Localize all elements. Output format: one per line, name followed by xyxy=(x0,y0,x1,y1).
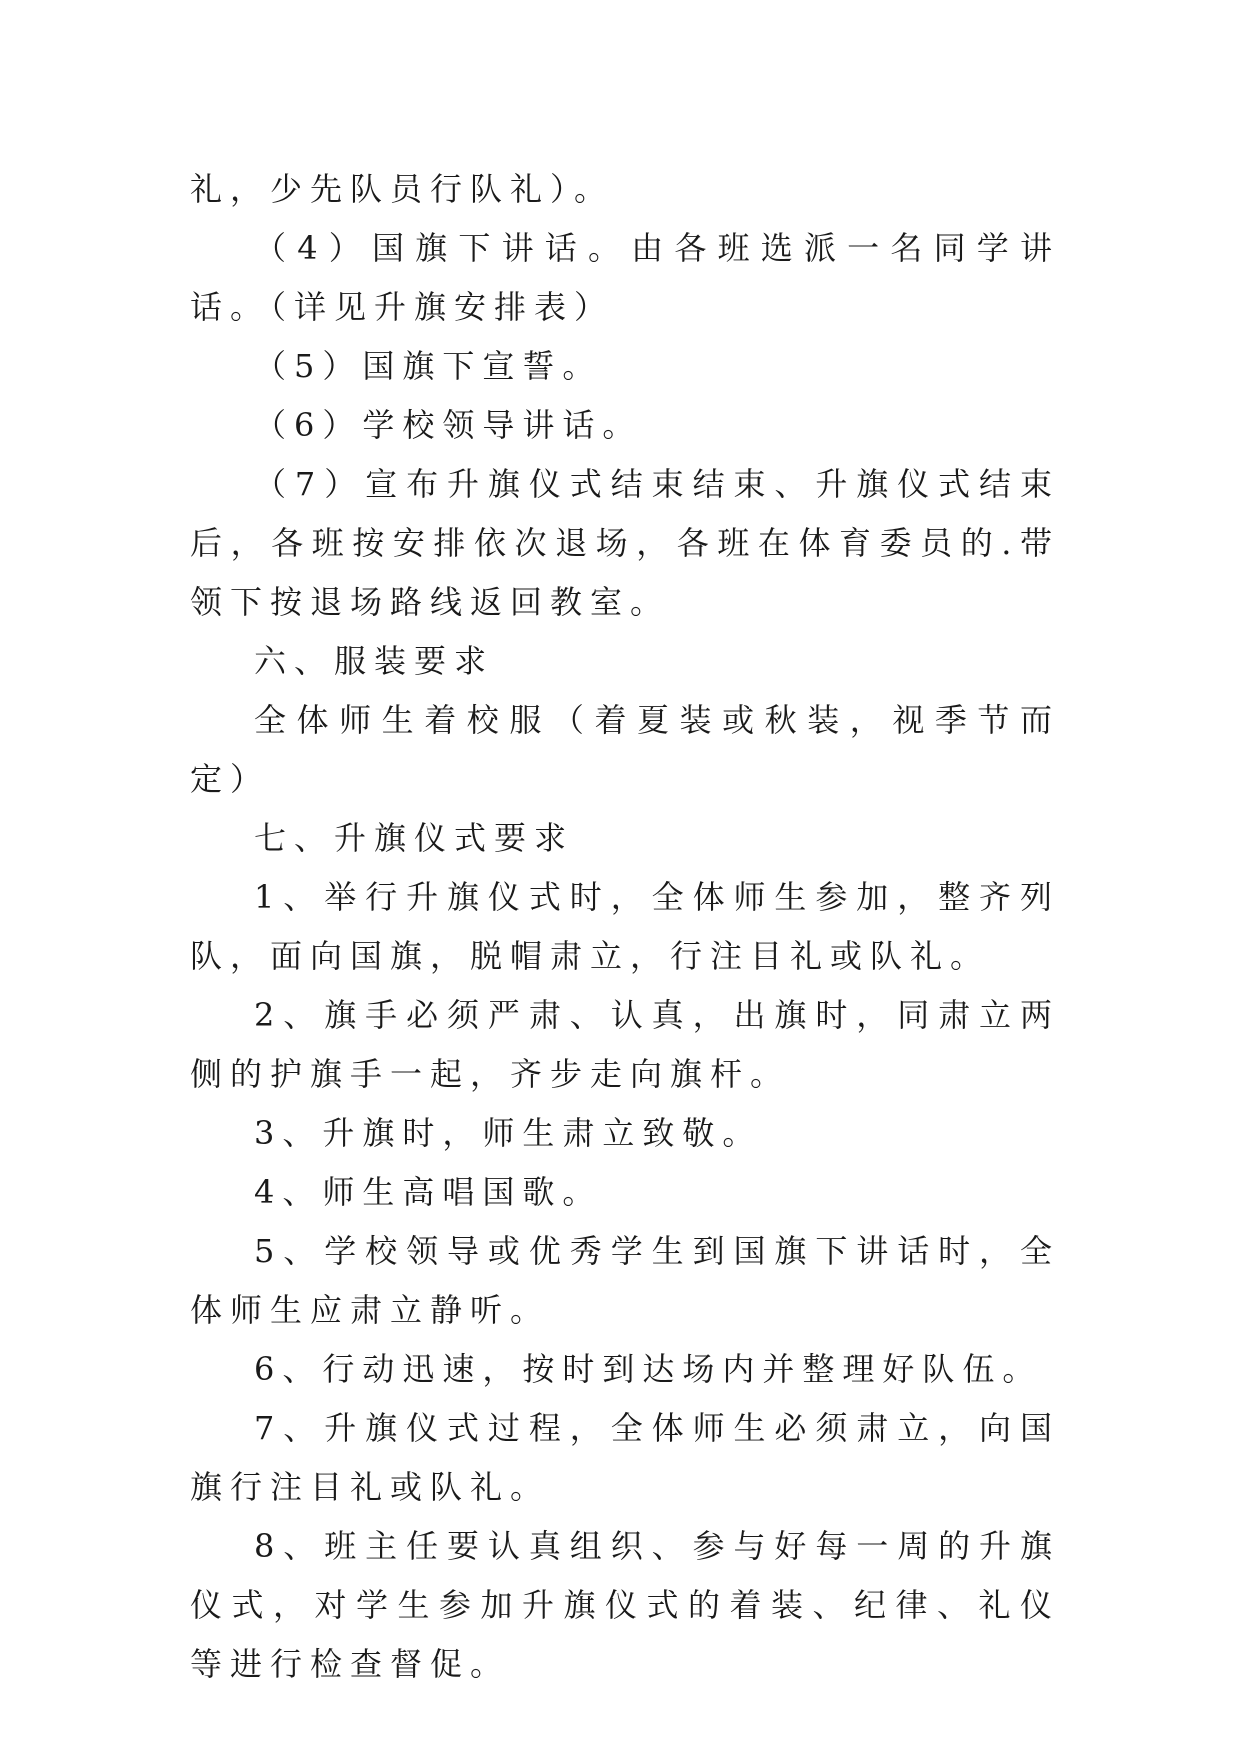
requirement-3: 3、升旗时，师生肃立致敬。 xyxy=(254,1114,763,1152)
paragraph-item-4: （4）国旗下讲话。由各班选派一名同学讲话。（详见升旗安排表） xyxy=(190,229,1060,326)
paragraph-item-7: （7）宣布升旗仪式结束结束、升旗仪式结束后，各班按安排依次退场，各班在体育委员的.带领下按退场路线返回教室。 xyxy=(190,465,1060,621)
requirement-8: 8、班主任要认真组织、参与好每一周的升旗仪式，对学生参加升旗仪式的着装、纪律、礼仪等进行检查督促。 xyxy=(190,1527,1060,1683)
requirement-2: 2、旗手必须严肃、认真，出旗时，同肃立两侧的护旗手一起，齐步走向旗杆。 xyxy=(190,996,1060,1093)
document-body xyxy=(190,160,1060,1694)
paragraph-item-5: （5）国旗下宣誓。 xyxy=(254,347,603,385)
paragraph-item-6: （6）学校领导讲话。 xyxy=(254,406,643,444)
paragraph-dress-code: 全体师生着校服（着夏装或秋装，视季节而定） xyxy=(190,701,1060,798)
requirement-4: 4、师生高唱国歌。 xyxy=(254,1173,603,1211)
paragraph-continuation: 礼，少先队员行队礼）。 xyxy=(190,170,615,208)
requirement-5: 5、学校领导或优秀学生到国旗下讲话时，全体师生应肃立静听。 xyxy=(190,1232,1060,1329)
requirement-7: 7、升旗仪式过程，全体师生必须肃立，向国旗行注目礼或队礼。 xyxy=(190,1409,1060,1506)
section-heading-requirements: 七、升旗仪式要求 xyxy=(254,819,575,857)
requirement-1: 1、举行升旗仪式时，全体师生参加，整齐列队，面向国旗，脱帽肃立，行注目礼或队礼。 xyxy=(190,878,1060,975)
section-heading-dress: 六、服装要求 xyxy=(254,642,495,680)
requirement-6: 6、行动迅速，按时到达场内并整理好队伍。 xyxy=(254,1350,1043,1388)
